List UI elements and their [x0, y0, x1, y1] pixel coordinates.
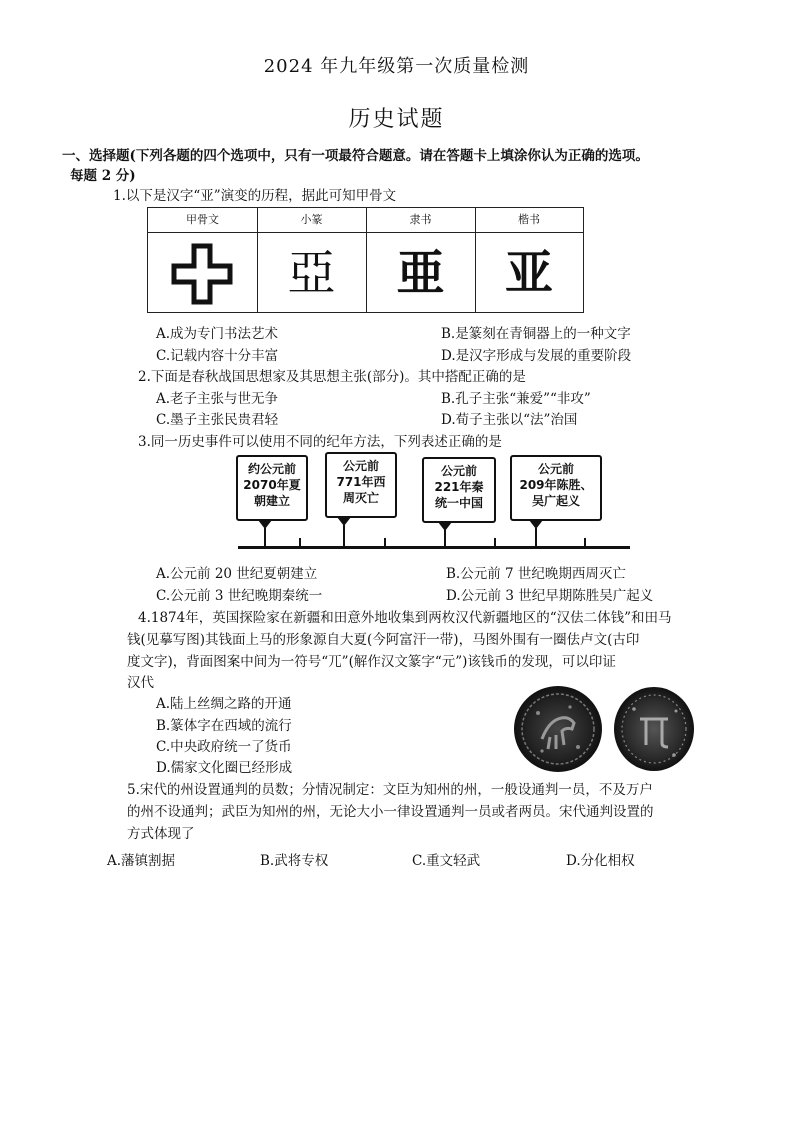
q2-option-d: D.荀子主张以“法”治国	[441, 412, 578, 428]
coin-obverse-image	[512, 683, 604, 775]
clerical-script-glyph: 亜	[396, 245, 445, 301]
table-header-seal: 小篆	[257, 208, 366, 233]
oracle-bone-glyph	[170, 242, 234, 306]
timeline-stem	[535, 528, 537, 546]
q1-stem: 1.以下是汉字“亚”演变的历程，据此可知甲骨文	[113, 188, 397, 204]
q3-stem: 3.同一历史事件可以使用不同的纪年方法，下列表述正确的是	[138, 434, 502, 450]
q4-option-c: C.中央政府统一了货币	[156, 739, 292, 755]
table-header-regular: 楷书	[475, 208, 583, 233]
q5-line-2: 的州不设通判；武臣为知州的州，无论大小一律设置通判一员或者两员。宋代通判设置的	[127, 804, 654, 820]
timeline-event-qin: 公元前 221年秦 统一中国	[422, 457, 496, 523]
q2-stem: 2.下面是春秋战国思想家及其思想主张(部分)。其中搭配正确的是	[138, 369, 526, 385]
timeline-event-xia: 约公元前 2070年夏 朝建立	[236, 455, 308, 521]
timeline-stem	[343, 525, 345, 546]
q1-option-c: C.记载内容十分丰富	[156, 348, 279, 364]
timeline-stem	[264, 528, 266, 546]
q5-option-c: C.重文轻武	[412, 853, 481, 869]
table-header-oracle: 甲骨文	[148, 208, 257, 233]
timeline-tick	[384, 538, 386, 548]
timeline-axis	[238, 546, 630, 549]
q3-option-b: B.公元前 7 世纪晚期西周灭亡	[446, 566, 626, 582]
section-heading: 一、选择题(下列各题的四个选项中，只有一项最符合题意。请在答题卡上填涂你认为正确的选项。	[62, 148, 649, 164]
timeline-tick	[584, 538, 586, 548]
section-points: 每题 2 分)	[70, 168, 136, 184]
timeline-tick	[494, 538, 496, 548]
coin-reverse-image	[612, 685, 696, 773]
q4-option-b: B.篆体字在西域的流行	[156, 718, 292, 734]
q4-line-3: 度文字)，背面图案中间为一符号“兀”(解作汉文篆字“元”)该钱币的发现，可以印证	[127, 654, 616, 670]
q5-option-a: A.藩镇割据	[107, 853, 176, 869]
timeline-event-chen-wu: 公元前 209年陈胜、 吴广起义	[510, 455, 602, 521]
q3-option-c: C.公元前 3 世纪晚期秦统一	[156, 588, 323, 604]
exam-title: 2024 年九年级第一次质量检测	[263, 56, 530, 77]
q5-line-3: 方式体现了	[127, 826, 195, 842]
timeline-stem	[444, 530, 446, 546]
q4-option-d: D.儒家文化圈已经形成	[156, 760, 293, 776]
table-header-clerical: 隶书	[366, 208, 475, 233]
script-evolution-table	[147, 207, 584, 313]
timeline-tick	[299, 538, 301, 548]
q2-option-c: C.墨子主张民贵君轻	[156, 412, 279, 428]
q4-line-1: 4.1874年，英国探险家在新疆和田意外地收集到两枚汉代新疆地区的“汉佉二体钱”和田马	[138, 610, 672, 626]
timeline-event-western-zhou: 公元前 771年西 周灭亡	[325, 452, 397, 518]
q1-option-b: B.是篆刻在青铜器上的一种文字	[441, 326, 631, 342]
q5-option-d: D.分化相权	[566, 853, 635, 869]
regular-script-glyph: 亚	[504, 245, 553, 301]
q2-option-a: A.老子主张与世无争	[156, 391, 279, 407]
q1-option-d: D.是汉字形成与发展的重要阶段	[441, 348, 632, 364]
q3-option-d: D.公元前 3 世纪早期陈胜吴广起义	[446, 588, 654, 604]
q5-line-1: 5.宋代的州设置通判的员数；分情况制定：文臣为知州的州，一般设通判一员，不及万户	[127, 782, 653, 798]
q2-option-b: B.孔子主张“兼爱”“非攻”	[441, 391, 591, 407]
q1-option-a: A.成为专门书法艺术	[156, 326, 279, 342]
q5-option-b: B.武将专权	[260, 853, 329, 869]
q4-line-4: 汉代	[127, 675, 154, 691]
subject-title: 历史试题	[348, 107, 445, 132]
q4-option-a: A.陆上丝绸之路的开通	[156, 696, 292, 712]
q4-line-2: 钱(见摹写图)其钱面上马的形象源自大夏(今阿富汗一带)，马图外围有一圈佉卢文(古印	[127, 632, 640, 648]
seal-script-glyph: 亞	[287, 245, 336, 301]
q3-option-a: A.公元前 20 世纪夏朝建立	[156, 566, 318, 582]
